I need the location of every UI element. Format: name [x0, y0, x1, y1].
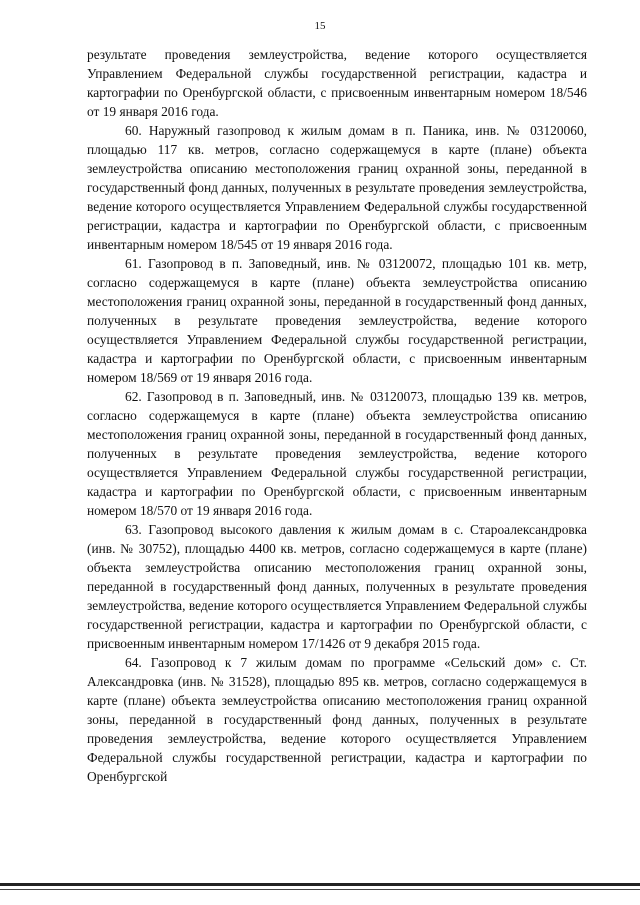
paragraph-item-61: 61. Газопровод в п. Заповедный, инв. № 03120072, площадью 101 кв. метр, согласно содержащемуся в карте (плане) объекта землеустройства описанию местоположения границ охранной зоны, переданной в государственный фонд данных, полученных в результате проведения землеустройства, ведение которого осуществляется Управлением Федеральной службы государственной регистрации, кадастра и картографии по Оренбургской области, с присвоенным инвентарным номером 18/569 от 19 января 2016 года.	[87, 256, 587, 385]
bottom-border-thick	[0, 883, 640, 886]
paragraph-item-60: 60. Наружный газопровод к жилым домам в п. Паника, инв. № 03120060, площадью 117 кв. метров, согласно содержащемуся в карте (плане) объекта землеустройства описанию местоположения границ охранной зоны, переданной в государственный фонд данных, полученных в результате проведения землеустройства, ведение которого осуществляется Управлением Федеральной службы государственной регистрации, кадастра и картографии по Оренбургской области, с присвоенным инвентарным номером 18/545 от 19 января 2016 года.	[87, 123, 587, 252]
paragraph-item-62: 62. Газопровод в п. Заповедный, инв. № 03120073, площадью 139 кв. метров, согласно содержащемуся в карте (плане) объекта землеустройства описанию местоположения границ охранной зоны, переданной в государственный фонд данных, полученных в результате проведения землеустройства, ведение которого осуществляется Управлением Федеральной службы государственной регистрации, кадастра и картографии по Оренбургской области, с присвоенным инвентарным номером 18/570 от 19 января 2016 года.	[87, 389, 587, 518]
page-number: 15	[314, 20, 326, 32]
paragraph-item-63: 63. Газопровод высокого давления к жилым домам в с. Староалександровка (инв. № 30752), площадью 4400 кв. метров, согласно содержащемуся в карте (плане) объекта землеустройства описанию местоположения границ охранной зоны, переданной в государственный фонд данных, полученных в результате проведения землеустройства, ведение которого осуществляется Управлением Федеральной службы государственной регистрации, кадастра и картографии по Оренбургской области, с присвоенным инвентарным номером 17/1426 от 9 декабря 2015 года.	[87, 522, 587, 651]
paragraph-item-64: 64. Газопровод к 7 жилым домам по программе «Сельский дом» с. Ст. Александровка (инв. № 31528), площадью 895 кв. метров, согласно содержащемуся в карте (плане) объекта землеустройства описанию местоположения границ охранной зоны, переданной в государственный фонд данных, полученных в результате проведения землеустройства, ведение которого осуществляется Управлением Федеральной службы государственной регистрации, кадастра и картографии по Оренбургской	[87, 655, 587, 784]
paragraph-continuation: результате проведения землеустройства, ведение которого осуществляется Управлением Федеральной службы государственной регистрации, кадастра и картографии по Оренбургской области, с присвоенным инвентарным номером 18/546 от 19 января 2016 года.	[87, 47, 587, 119]
bottom-border-thin	[0, 889, 640, 890]
document-body	[87, 45, 587, 786]
